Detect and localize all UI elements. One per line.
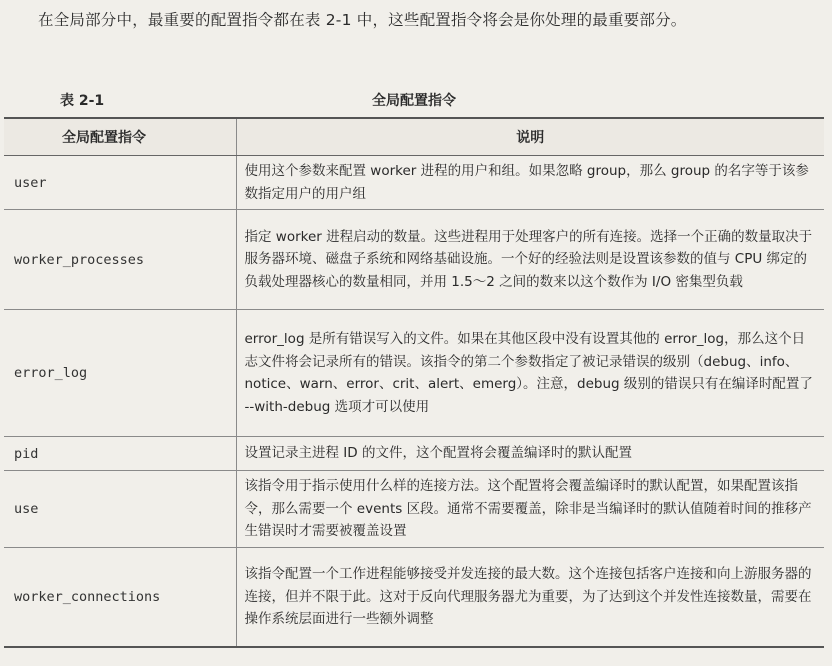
table-header-row bbox=[4, 118, 824, 156]
directive-name: worker_connections bbox=[4, 547, 236, 647]
table-row bbox=[4, 210, 824, 310]
table-row bbox=[4, 156, 824, 210]
directive-description: error_log 是所有错误写入的文件。如果在其他区段中没有设置其他的 error_log，那么这个日志文件将会记录所有的错误。该指令的第二个参数指定了被记录错误的级别（debug、info、notice、warn、error、crit、alert、emerg）。注意，debug 级别的错误只有在编译时配置了 --with-debug 选项才可以使用 bbox=[236, 310, 824, 437]
global-directives-table bbox=[4, 117, 824, 648]
table-row bbox=[4, 437, 824, 471]
directive-name: worker_processes bbox=[4, 210, 236, 310]
table-title: 全局配置指令 bbox=[372, 93, 456, 109]
table-row bbox=[4, 471, 824, 548]
intro-paragraph: 在全局部分中，最重要的配置指令都在表 2-1 中，这些配置指令将会是你处理的最重要部分。 bbox=[38, 11, 687, 29]
directive-name: pid bbox=[4, 437, 236, 471]
directive-description: 指定 worker 进程启动的数量。这些进程用于处理客户的所有连接。选择一个正确的数量取决于服务器环境、磁盘子系统和网络基础设施。一个好的经验法则是设置该参数的值与 CPU 绑定的负载处理器核心的数量相同，并用 1.5～2 之间的数来以这个数作为 I/O 密集型负载 bbox=[236, 210, 824, 310]
table-row bbox=[4, 310, 824, 437]
directive-description: 使用这个参数来配置 worker 进程的用户和组。如果忽略 group，那么 group 的名字等于该参数指定用户的用户组 bbox=[236, 156, 824, 210]
table-row bbox=[4, 547, 824, 647]
directive-description: 设置记录主进程 ID 的文件，这个配置将会覆盖编译时的默认配置 bbox=[236, 437, 824, 471]
table-number: 表 2-1 bbox=[60, 93, 105, 109]
directive-description: 该指令用于指示使用什么样的连接方法。这个配置将会覆盖编译时的默认配置，如果配置该指令，那么需要一个 events 区段。通常不需要覆盖，除非是当编译时的默认值随着时间的推移产生错误时才需要被覆盖设置 bbox=[236, 471, 824, 548]
directive-name: use bbox=[4, 471, 236, 548]
header-directive: 全局配置指令 bbox=[4, 118, 236, 156]
directive-description: 该指令配置一个工作进程能够接受并发连接的最大数。这个连接包括客户连接和向上游服务器的连接，但并不限于此。这对于反向代理服务器尤为重要，为了达到这个并发性连接数量，需要在操作系统层面进行一些额外调整 bbox=[236, 547, 824, 647]
directive-name: user bbox=[4, 156, 236, 210]
table-caption bbox=[0, 88, 832, 110]
directive-name: error_log bbox=[4, 310, 236, 437]
header-description: 说明 bbox=[236, 118, 824, 156]
